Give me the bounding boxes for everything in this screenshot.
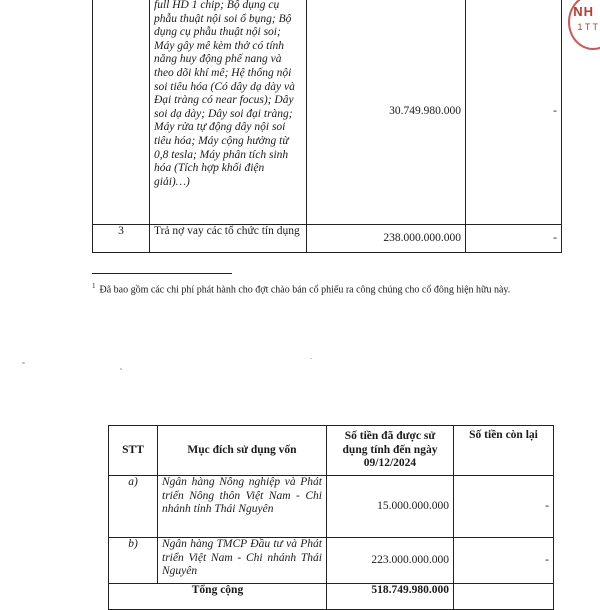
page-bottom <box>0 382 600 600</box>
row-used-amount: 223.000.000.000 <box>327 538 454 584</box>
row-stt: a) <box>109 476 158 538</box>
footnote-divider <box>92 273 232 274</box>
red-seal-stamp <box>566 0 600 48</box>
scan-speck <box>22 362 25 364</box>
table-row <box>93 0 562 225</box>
header-stt: STT <box>109 426 158 476</box>
scan-speck <box>310 358 312 359</box>
footnote-text: Đã bao gồm các chi phí phát hành cho đợt chào bán cổ phiếu ra công chúng cho cổ đông hiện hữu này. <box>99 284 511 296</box>
total-amount: 518.749.980.000 <box>327 584 454 610</box>
total-remaining <box>454 584 554 610</box>
total-label: Tổng cộng <box>109 584 327 610</box>
row-remaining: - <box>454 538 554 584</box>
scan-speck <box>120 368 122 370</box>
fund-usage-table-continued <box>92 0 562 253</box>
table-row <box>109 476 554 538</box>
row-amount: 238.000.000.000 <box>307 225 466 253</box>
row-stt: 3 <box>93 225 150 253</box>
header-remaining: Số tiền còn lại <box>454 426 554 476</box>
row-description: full HD 1 chip; Bộ dụng cụ phẫu thuật nội soi ổ bụng; Bộ dụng cụ phẫu thuật nội soi; Máy gây mê kèm thở có tính năng huy động phế nang và theo dõi khí mê; Hệ thống nội soi tiêu hóa (Có dây dạ dày và Đại tràng có near focus); Dây soi dạ dày; Dây soi đại tràng; Máy rửa tự động dây nội soi tiêu hóa; Máy cộng hưởng từ 0,8 tesla; Máy phân tích sinh hóa (Tích hợp khối điện giải)…) <box>150 0 307 225</box>
row-stt: b) <box>109 538 158 584</box>
seal-text-small: 1 T T <box>577 22 598 32</box>
row-remaining: - <box>466 0 562 225</box>
row-used-amount: 15.000.000.000 <box>327 476 454 538</box>
row-stt <box>93 0 150 225</box>
footnote-marker: 1 <box>92 282 96 290</box>
header-used-amount: Số tiền đã được sử dụng tính đến ngày 09/12/2024 <box>327 426 454 476</box>
table-header-row <box>109 426 554 476</box>
loan-repayment-table <box>108 425 554 610</box>
page-separator <box>0 340 600 382</box>
row-remaining: - <box>454 476 554 538</box>
header-purpose: Mục đích sử dụng vốn <box>158 426 327 476</box>
footnote <box>92 280 542 296</box>
row-remaining: - <box>466 225 562 253</box>
row-description: Trả nợ vay các tổ chức tín dụng <box>150 225 307 253</box>
table-row <box>109 538 554 584</box>
table-row <box>93 225 562 253</box>
row-purpose: Ngân hàng Nông nghiệp và Phát triển Nông thôn Việt Nam - Chi nhánh tỉnh Thái Nguyên <box>158 476 327 538</box>
row-purpose: Ngân hàng TMCP Đầu tư và Phát triển Việt Nam - Chi nhánh Thái Nguyên <box>158 538 327 584</box>
row-amount: 30.749.980.000 <box>307 0 466 225</box>
seal-text: NH <box>573 4 594 19</box>
table-total-row <box>109 584 554 610</box>
